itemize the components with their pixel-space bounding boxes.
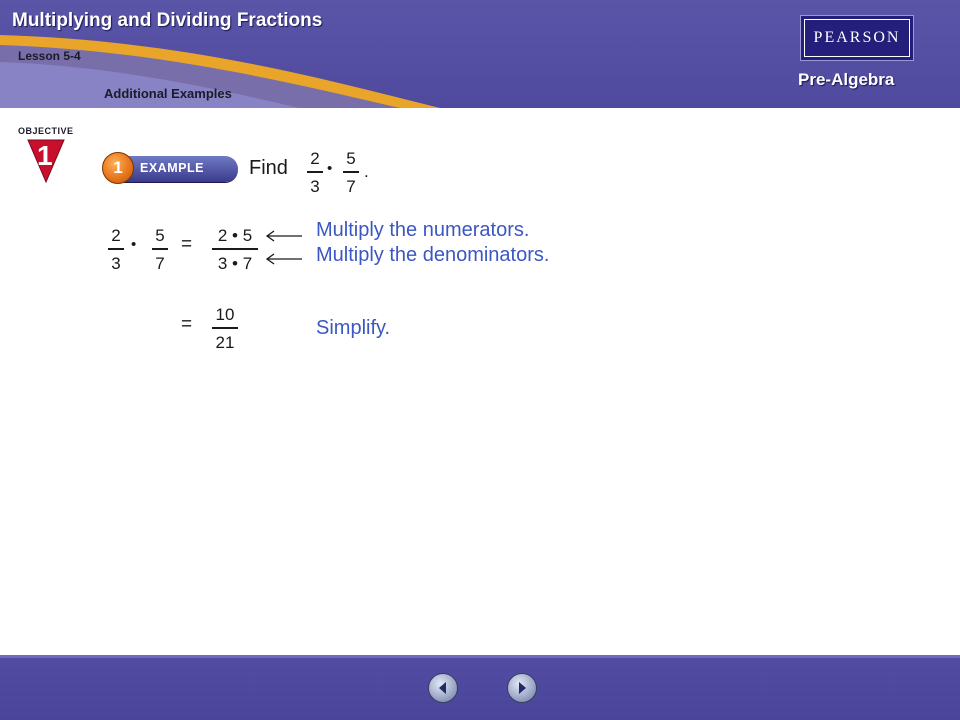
fraction-numerator: 2 <box>111 226 121 245</box>
fraction-denominator: 21 <box>215 333 235 352</box>
example-badge <box>102 152 238 185</box>
example-number: 1 <box>102 152 134 184</box>
page-title: Multiplying and Dividing Fractions <box>12 10 323 31</box>
fraction-denominator: 7 <box>155 254 165 273</box>
objective-label: OBJECTIVE <box>18 126 74 136</box>
equals-sign: = <box>181 234 193 255</box>
back-button[interactable] <box>428 673 458 703</box>
multiply-dot: • <box>327 160 333 177</box>
fraction-denominator: 7 <box>346 177 356 196</box>
note-denominators: Multiply the denominators. <box>316 244 550 266</box>
fraction-denominator: 3 <box>310 177 320 196</box>
fraction-numerator: 2 <box>310 149 320 168</box>
note-numerators: Multiply the numerators. <box>316 219 530 241</box>
fraction-numerator: 10 <box>215 305 235 324</box>
period: . <box>364 162 369 181</box>
fraction-numerator: 5 <box>346 149 356 168</box>
arrow-left-icon <box>264 227 314 267</box>
chevron-right-icon <box>514 680 530 696</box>
course-label: Pre-Algebra <box>798 70 895 89</box>
problem-fraction-2 <box>343 150 359 195</box>
pearson-logo-text: PEARSON <box>804 19 910 57</box>
objective-badge <box>18 126 86 182</box>
objective-number: 1 <box>37 140 53 171</box>
equals-sign: = <box>181 314 193 335</box>
step-fraction-1 <box>108 227 124 272</box>
fraction-denominator: 3 • 7 <box>217 254 253 273</box>
fraction-numerator: 5 <box>155 226 165 245</box>
fraction-numerator: 2 • 5 <box>217 226 253 245</box>
chevron-left-icon <box>435 680 451 696</box>
problem-fraction-1 <box>307 150 323 195</box>
footer-divider <box>0 655 960 658</box>
section-label: Additional Examples <box>104 86 232 101</box>
forward-button[interactable] <box>507 673 537 703</box>
find-label: Find <box>249 157 288 179</box>
example-label: EXAMPLE <box>140 161 204 175</box>
step-product-fraction <box>212 227 258 272</box>
note-simplify: Simplify. <box>316 317 391 339</box>
step-fraction-2 <box>152 227 168 272</box>
lesson-label: Lesson 5-4 <box>18 49 81 63</box>
result-fraction <box>212 306 238 351</box>
pearson-logo <box>800 15 914 61</box>
footer-bar <box>0 655 960 720</box>
header-banner <box>0 0 960 108</box>
multiply-dot: • <box>131 236 137 253</box>
fraction-denominator: 3 <box>111 254 121 273</box>
